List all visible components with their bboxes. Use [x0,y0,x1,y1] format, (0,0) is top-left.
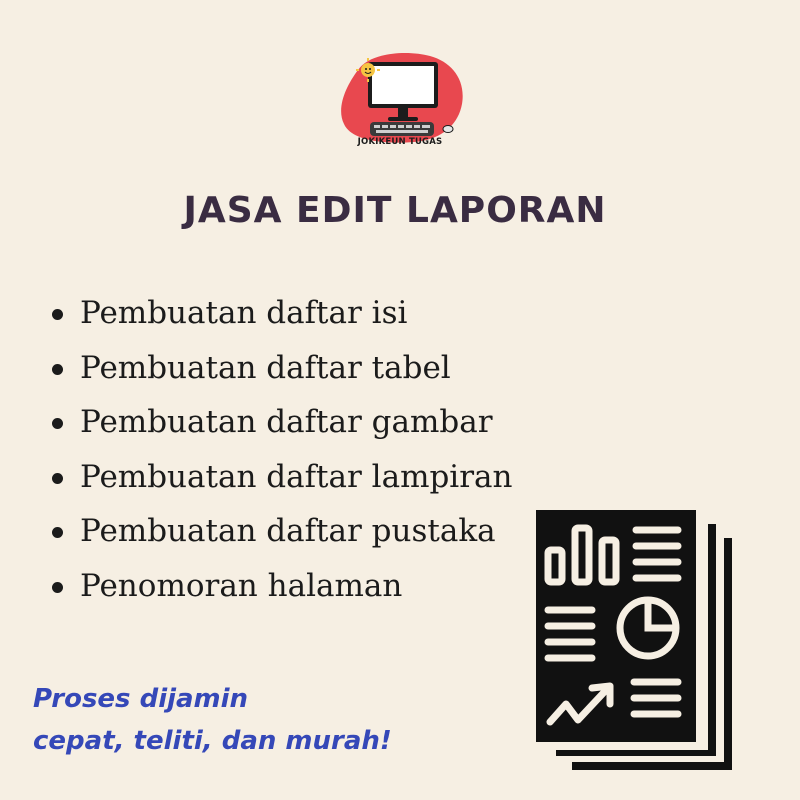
list-item [48,286,513,341]
tagline-line-2: cepat, teliti, dan murah! [33,726,392,756]
logo-caption: JOKIKEUN TUGAS [357,137,443,147]
bullet-icon [52,309,63,320]
bullet-icon [52,473,63,484]
list-item [48,341,513,396]
list-item [48,559,513,614]
bullet-icon [52,527,63,538]
service-label: Pembuatan daftar pustaka [80,513,496,549]
service-label: Pembuatan daftar isi [80,295,408,331]
list-item [48,504,513,559]
service-label: Pembuatan daftar lampiran [80,458,513,495]
report-document-icon [534,508,734,770]
page-title: JASA EDIT LAPORAN [183,190,607,231]
service-label: Pembuatan daftar tabel [80,349,451,386]
service-list [48,286,513,613]
list-item [48,395,513,450]
list-item [48,450,513,505]
tagline [33,678,392,762]
service-label: Penomoran halaman [80,567,403,604]
tagline-line-1: Proses dijamin [33,684,249,714]
service-label: Pembuatan daftar gambar [80,404,493,440]
bullet-icon [52,582,63,593]
bullet-icon [52,364,63,375]
bullet-icon [52,418,63,429]
